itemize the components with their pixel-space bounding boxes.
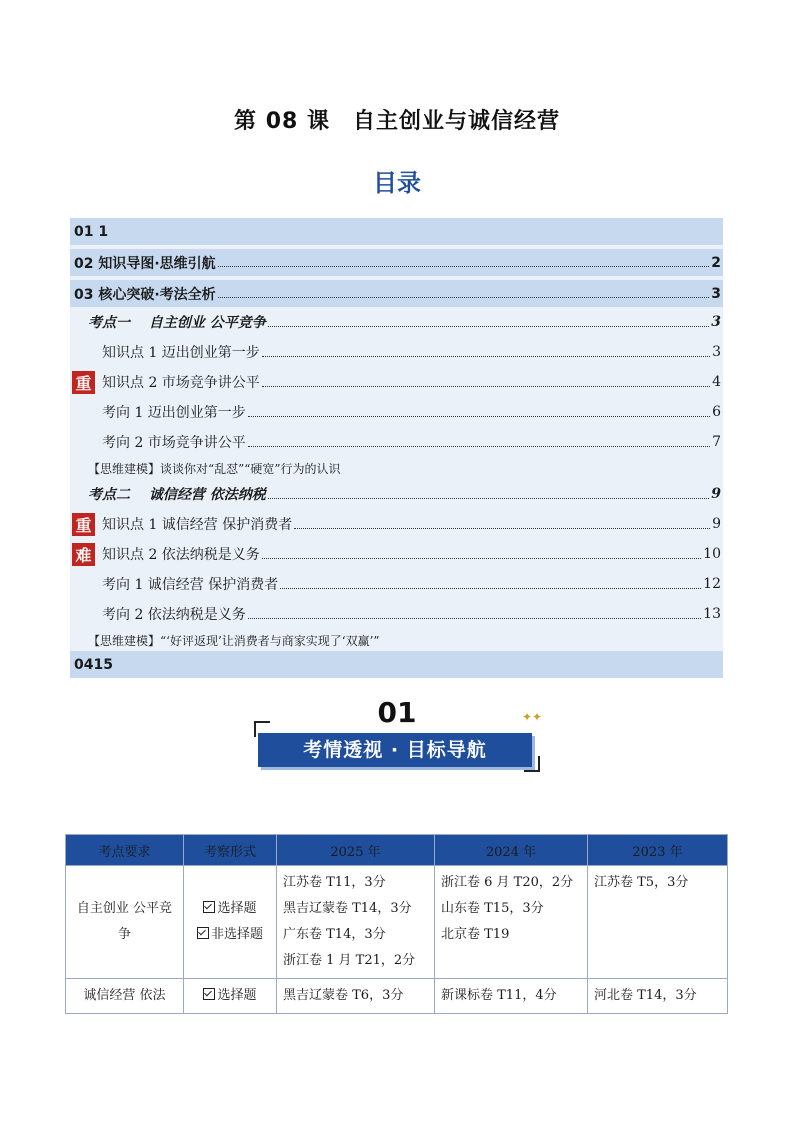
toc-leader-dots <box>262 558 701 559</box>
col-header: 2023 年 <box>588 835 728 866</box>
toc-entry-label: 知识点 2 依法纳税是义务 <box>102 547 260 563</box>
page-title: 第 08 课 自主创业与诚信经营 <box>234 109 560 134</box>
toc-leader-dots <box>268 498 710 499</box>
toc-page-number: 7 <box>712 434 721 450</box>
exam-form-item <box>190 983 270 1009</box>
toc-entry-label: 知识点 2 市场竞争讲公平 <box>102 375 260 391</box>
toc-entry[interactable] <box>70 367 723 397</box>
section-banner: 考情透视 · 目标导航 <box>258 733 532 767</box>
toc-entry-label: 【思维建模】“‘好评返现’让消费者与商家实现了‘双赢’” <box>88 633 380 648</box>
toc-leader-dots <box>262 386 710 387</box>
toc-entry-label: 知识点 1 迈出创业第一步 <box>102 345 260 361</box>
toc-entry-label: 考点二 诚信经营 依法纳税 <box>88 487 266 503</box>
toc-entry-label: 01 1 <box>74 223 109 240</box>
table-row <box>66 979 728 1014</box>
exam-reference: 河北卷 T14，3分 <box>594 988 697 1003</box>
checkbox-icon <box>203 988 215 1000</box>
toc-entry-label: 02 知识导图·思维引航 <box>74 255 216 272</box>
exam-form-label: 非选择题 <box>210 927 263 942</box>
toc-entry[interactable] <box>70 280 723 307</box>
exam-reference: 浙江卷 1 月 T21，2分 <box>283 953 416 968</box>
toc-entry[interactable] <box>70 427 723 457</box>
toc-leader-dots <box>218 266 710 267</box>
checkbox-icon <box>197 927 209 939</box>
exam-reference: 江苏卷 T11，3分 <box>283 875 386 890</box>
exam-year-cell <box>588 866 728 979</box>
table-header-row <box>66 835 728 866</box>
toc-page-number: 3 <box>711 285 721 302</box>
exam-reference: 新课标卷 T11，4分 <box>441 988 557 1003</box>
exam-form-cell <box>184 866 277 979</box>
toc-entry-label: 考点一 自主创业 公平竞争 <box>88 315 266 331</box>
section-number: 01 <box>377 696 417 729</box>
toc-page-number: 13 <box>703 606 721 622</box>
toc-entry[interactable] <box>70 509 723 539</box>
toc-page-number: 4 <box>712 374 721 390</box>
toc-entry[interactable] <box>70 457 723 479</box>
toc-page-number: 9 <box>712 516 721 532</box>
toc-leader-dots <box>248 416 710 417</box>
exam-reference: 山东卷 T15，3分 <box>441 901 544 916</box>
col-header: 2024 年 <box>435 835 588 866</box>
toc-entry-label: 0415 <box>74 656 113 673</box>
toc-page-number: 12 <box>703 576 721 592</box>
toc-badge: 难 <box>72 543 95 566</box>
exam-year-cell <box>435 866 588 979</box>
exam-requirement-cell: 自主创业 公平竞争 <box>66 866 184 979</box>
table-of-contents <box>70 218 723 678</box>
toc-entry[interactable] <box>70 599 723 629</box>
col-header: 考点要求 <box>66 835 184 866</box>
checkbox-icon <box>203 901 215 913</box>
toc-entry[interactable] <box>70 651 723 678</box>
exam-reference: 黑吉辽蒙卷 T6，3分 <box>283 988 404 1003</box>
toc-entry[interactable] <box>70 629 723 651</box>
exam-reference: 浙江卷 6 月 T20，2分 <box>441 875 574 890</box>
exam-form-label: 选择题 <box>217 901 257 916</box>
exam-requirement-cell: 诚信经营 依法 <box>66 979 184 1014</box>
toc-page-number: 3 <box>712 344 721 360</box>
toc-page-number: 2 <box>711 254 721 271</box>
toc-entry[interactable] <box>70 307 723 337</box>
table-row <box>66 866 728 979</box>
toc-entry-label: 考向 2 市场竞争讲公平 <box>102 435 246 451</box>
toc-badge: 重 <box>72 371 95 394</box>
toc-leader-dots <box>262 356 710 357</box>
exam-form-item <box>190 896 270 922</box>
toc-page-number: 9 <box>711 486 721 502</box>
exam-year-cell <box>277 979 435 1014</box>
exam-reference: 北京卷 T19 <box>441 927 510 942</box>
toc-page-number: 6 <box>712 404 721 420</box>
exam-year-cell <box>435 979 588 1014</box>
toc-entry[interactable] <box>70 249 723 276</box>
toc-entry[interactable] <box>70 337 723 367</box>
exam-year-cell <box>277 866 435 979</box>
col-header: 考察形式 <box>184 835 277 866</box>
toc-heading: 目录 <box>373 169 421 197</box>
toc-entry[interactable] <box>70 539 723 569</box>
toc-leader-dots <box>268 326 710 327</box>
toc-entry-label: 考向 1 迈出创业第一步 <box>102 405 246 421</box>
exam-year-cell <box>588 979 728 1014</box>
bracket-decoration <box>524 756 540 772</box>
sparkle-icon: ✦✦ <box>522 710 543 724</box>
exam-analysis-table <box>65 834 728 1014</box>
toc-page-number: 3 <box>711 314 721 330</box>
toc-entry-label: 03 核心突破·考法全析 <box>74 286 216 303</box>
toc-leader-dots <box>248 446 710 447</box>
toc-leader-dots <box>218 297 710 298</box>
toc-entry[interactable] <box>70 479 723 509</box>
toc-entry[interactable] <box>70 218 723 245</box>
toc-leader-dots <box>248 618 701 619</box>
toc-leader-dots <box>280 588 701 589</box>
toc-entry[interactable] <box>70 569 723 599</box>
exam-reference: 黑吉辽蒙卷 T14，3分 <box>283 901 412 916</box>
toc-entry-label: 考向 2 依法纳税是义务 <box>102 607 246 623</box>
toc-page-number: 10 <box>703 546 721 562</box>
exam-form-item <box>190 922 270 948</box>
toc-leader-dots <box>294 528 710 529</box>
exam-form-label: 选择题 <box>217 988 257 1003</box>
exam-reference: 江苏卷 T5，3分 <box>594 875 689 890</box>
toc-entry[interactable] <box>70 397 723 427</box>
toc-entry-label: 知识点 1 诚信经营 保护消费者 <box>102 517 293 533</box>
exam-reference: 广东卷 T14，3分 <box>283 927 386 942</box>
toc-entry-label: 考向 1 诚信经营 保护消费者 <box>102 577 279 593</box>
toc-entry-label: 【思维建模】谈谈你对“乱怼”“硬宽”行为的认识 <box>88 461 341 476</box>
toc-badge: 重 <box>72 513 95 536</box>
col-header: 2025 年 <box>277 835 435 866</box>
exam-form-cell <box>184 979 277 1014</box>
